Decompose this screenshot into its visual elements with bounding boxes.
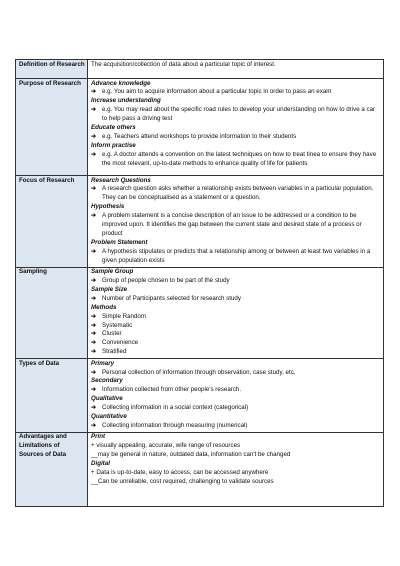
row-description (88, 359, 384, 433)
bullet-text: e.g. Teachers attend workshops to provide information to their students (102, 132, 297, 140)
bullet-item (91, 313, 381, 322)
subheading: Hypothesis (91, 203, 125, 211)
arrow-bullet-icon: ➔ (91, 421, 97, 429)
bullet-text: e.g. You aim to acquire information about a particular topic in order to pass an exam (102, 88, 332, 96)
bullet-text: Information collected from other people's research. (102, 386, 242, 394)
table-row (16, 432, 384, 506)
arrow-bullet-icon: ➔ (91, 348, 97, 356)
bullet-item (91, 88, 381, 97)
subheading: Secondary (91, 377, 123, 385)
row-term: Focus of Research (16, 176, 88, 268)
bullet-text: Cluster (102, 330, 122, 338)
row-term: Sampling (16, 267, 88, 359)
subheading: Quantitative (91, 413, 127, 421)
bullet-text: Stratified (102, 348, 127, 356)
bullet-text: Systematic (102, 321, 133, 329)
subheading: Sample Group (91, 268, 134, 276)
subheading: Advance knowledge (91, 79, 151, 87)
bullet-item (91, 404, 381, 413)
subheading: Research Questions (91, 176, 151, 184)
subheading: Primary (91, 359, 115, 367)
bullet-item (91, 248, 381, 266)
subheading: Educate others (91, 124, 136, 132)
plain-text: __Can be unreliable, cost required, challenging to validate sources (91, 477, 274, 485)
bullet-item (91, 212, 381, 239)
arrow-bullet-icon: ➔ (91, 339, 97, 347)
arrow-bullet-icon: ➔ (91, 212, 97, 220)
table-row (16, 267, 384, 359)
row-description (88, 267, 384, 359)
subheading: Problem Statement (91, 238, 148, 246)
bullet-text: Personal collection of information through observation, case study, etc, (102, 368, 296, 376)
table-row (16, 176, 384, 268)
bullet-text: A research question asks whether a relationship exists between variables in a particular population. They can be conceptualised as a statement or a question. (102, 185, 374, 202)
arrow-bullet-icon: ➔ (91, 88, 97, 96)
plain-text: + Data is up-to-date, easy to access, can be accessed anywhere (91, 469, 269, 476)
arrow-bullet-icon: ➔ (91, 294, 97, 302)
arrow-bullet-icon: ➔ (91, 276, 97, 284)
bullet-item (91, 369, 381, 378)
arrow-bullet-icon: ➔ (91, 132, 97, 140)
row-description (88, 176, 384, 268)
bullet-item (91, 330, 381, 339)
bullet-text: Collecting information through measuring (numerical) (102, 421, 248, 429)
arrow-bullet-icon: ➔ (91, 150, 97, 158)
arrow-bullet-icon: ➔ (91, 330, 97, 338)
bullet-text: e.g. A doctor attends a convention on the latest techniques on how to treat tinea to ensure they have the most relevant, up-to-date methods to enhance quality of life for patients (102, 150, 377, 167)
bullet-text: Number of Participants selected for research study (102, 294, 241, 302)
bullet-item (91, 133, 381, 142)
arrow-bullet-icon: ➔ (91, 368, 97, 376)
arrow-bullet-icon: ➔ (91, 312, 97, 320)
table-row (16, 79, 384, 176)
bullet-item (91, 277, 381, 286)
bullet-text: Group of people chosen to be part of the study (102, 276, 230, 284)
table-body (16, 60, 384, 507)
plain-text: __may be general in nature, outdated data, information can't be changed (91, 451, 291, 459)
subheading: Digital (91, 460, 110, 468)
bullet-item (91, 322, 381, 331)
table-row (16, 359, 384, 433)
bullet-text: Simple Random (102, 312, 147, 320)
bullet-item (91, 106, 381, 124)
table-row (16, 60, 384, 79)
bullet-item (91, 185, 381, 203)
research-summary-table (15, 59, 384, 507)
row-description (88, 432, 384, 506)
plain-text: The acquisition/collection of data about a particular topic of interest. (91, 60, 276, 68)
row-description (88, 60, 384, 79)
bullet-text: Collecting information in a social context (categorical) (102, 404, 249, 412)
arrow-bullet-icon: ➔ (91, 321, 97, 329)
bullet-item (91, 348, 381, 357)
plain-text: + visually appealing, accurate, wife range of resources (91, 442, 241, 450)
arrow-bullet-icon: ➔ (91, 386, 97, 394)
bullet-text: A problem statement is a concise description of an issue to be addressed or a condition to be improved upon. It identifies the gap between the current state and desired state of a process or product (102, 212, 362, 237)
bullet-text: e.g. You may read about the specific road rules to develop your understanding on how to drive a car to help pass a driving test (102, 106, 376, 123)
bullet-item (91, 339, 381, 348)
subheading: Inform practise (91, 141, 136, 149)
bullet-item (91, 295, 381, 304)
bullet-item (91, 386, 381, 395)
subheading: Increase understanding (91, 97, 161, 105)
subheading: Sample Size (91, 285, 128, 293)
row-term: Purpose of Research (16, 79, 88, 176)
subheading: Qualitative (91, 395, 123, 403)
row-description (88, 79, 384, 176)
arrow-bullet-icon: ➔ (91, 247, 97, 255)
arrow-bullet-icon: ➔ (91, 404, 97, 412)
subheading: Methods (91, 303, 117, 311)
bullet-item (91, 151, 381, 169)
arrow-bullet-icon: ➔ (91, 106, 97, 114)
bullet-text: Convenience (102, 339, 139, 347)
row-term: Definition of Research (16, 60, 88, 79)
row-term: Advantages and Limitations of Sources of Data (16, 432, 88, 506)
bullet-item (91, 422, 381, 431)
bullet-text: A hypothesis stipulates or predicts that a relationship among or between at least two variables in a given population exists (102, 247, 371, 264)
arrow-bullet-icon: ➔ (91, 185, 97, 193)
row-term: Types of Data (16, 359, 88, 433)
subheading: Print (91, 433, 106, 441)
